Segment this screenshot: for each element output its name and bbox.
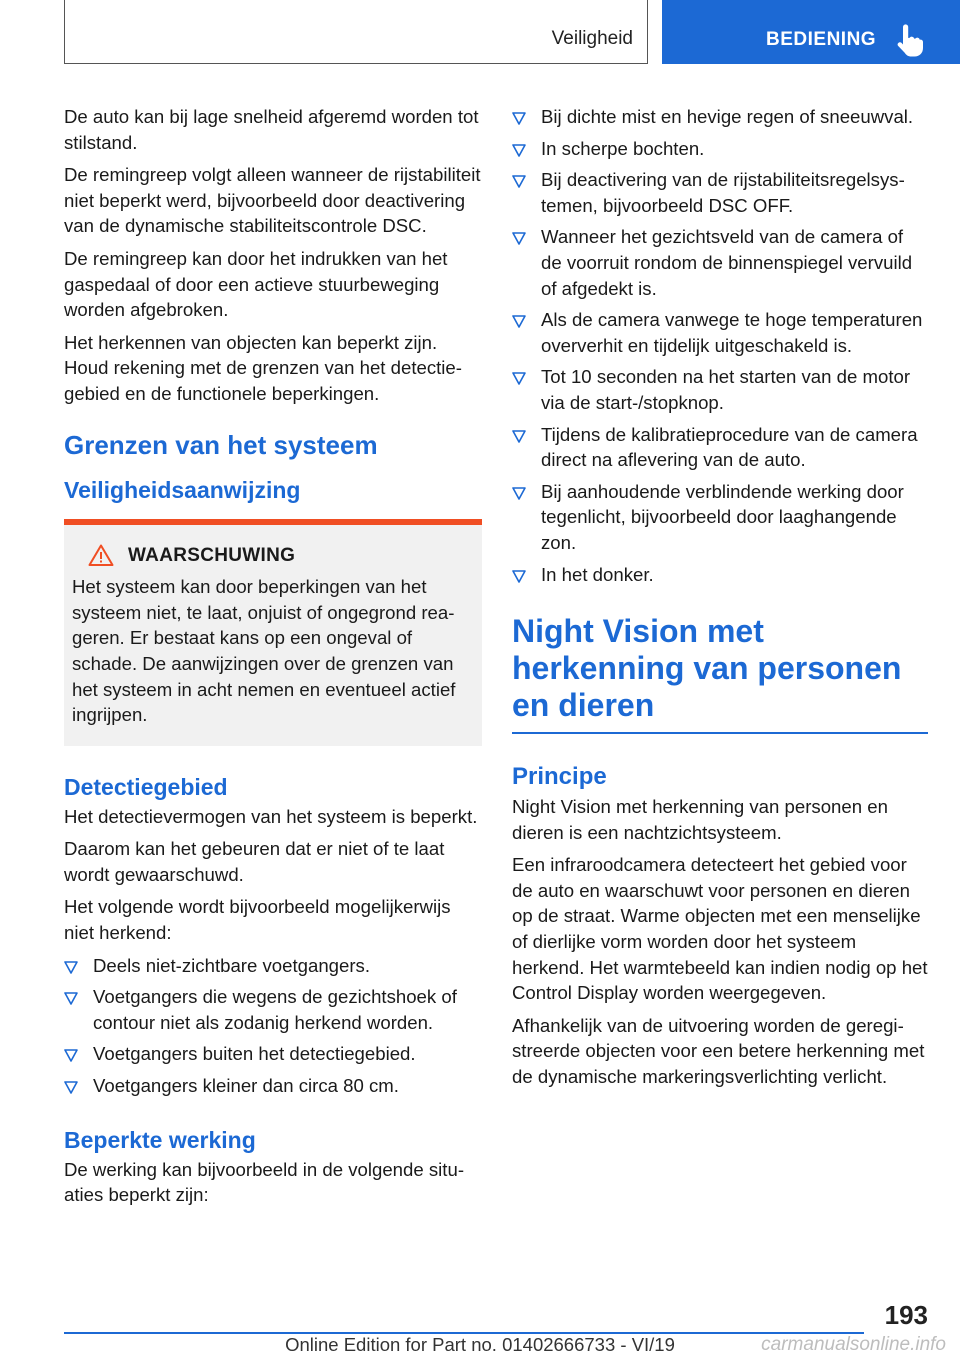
footer-edition: Online Edition for Part no. 01402666733 - VI/19 — [285, 1334, 675, 1355]
list-item-text: Wanneer het gezichtsveld van de camera of de voorruit rondom de binnenspiegel vervuild of afgedekt is. — [541, 226, 913, 299]
list-item — [512, 422, 928, 473]
list-item-text: Bij dichte mist en hevige regen of sneeuwval. — [541, 106, 914, 127]
bullet-list-conditions — [512, 104, 928, 587]
list-item — [512, 479, 928, 556]
list-item-text: Deels niet-zichtbare voetgangers. — [93, 954, 370, 976]
paragraph: De remingreep volgt alleen wanneer de rijstabiliteit niet beperkt werd, bijvoorbeeld door deactivering van de dynamische stabiliteitscontrole DSC. — [64, 164, 481, 237]
warning-triangle-icon — [88, 544, 114, 566]
header-chapter-tab[interactable] — [662, 0, 960, 64]
list-item-text: Bij deactivering van de rijstabiliteitsregelsystemen, bijvoorbeeld DSC OFF. — [541, 169, 905, 216]
warning-title: WAARSCHUWING — [128, 544, 296, 566]
list-item — [512, 562, 928, 588]
paragraph: Afhankelijk van de uitvoering worden de geregistreerde objecten voor een betere herkenning met de dynamische markeringsverlichting verlicht. — [512, 1014, 925, 1088]
triangle-bullet-icon — [512, 144, 526, 157]
paragraph: Een infraroodcamera detecteert het gebied voor de auto en waarschuwt voor personen en dieren op de straat. Warme objecten met een menselijke of dierlijke vorm worden door het systeem herkend. Het warmtebeeld kan indien nodig op het Control Display worden weergegeven. — [512, 854, 928, 1004]
triangle-bullet-icon — [512, 112, 526, 125]
paragraph: Het volgende wordt bijvoorbeeld mogelijkerwijs niet herkend: — [64, 896, 451, 944]
list-item-text: Tot 10 seconden na het starten van de motor via de start-/stopknop. — [541, 366, 911, 413]
list-item — [64, 984, 482, 1035]
list-item-text: Voetgangers kleiner dan circa 80 cm. — [93, 1075, 399, 1097]
list-item — [512, 167, 928, 218]
heading-limited-function: Beperkte werking — [64, 1126, 256, 1153]
list-item-text: In het donker. — [541, 563, 654, 585]
paragraph: Het detectievermogen van het systeem is beperkt. — [64, 805, 478, 827]
list-item — [512, 136, 928, 162]
triangle-bullet-icon — [512, 232, 526, 245]
bullet-list-pedestrians — [64, 953, 482, 1099]
triangle-bullet-icon — [64, 1049, 78, 1062]
triangle-bullet-icon — [512, 315, 526, 328]
triangle-bullet-icon — [512, 430, 526, 443]
triangle-bullet-icon — [64, 961, 78, 974]
list-item — [512, 104, 928, 130]
paragraph: Het herkennen van objecten kan beperkt zijn. Houd rekening met de grenzen van het detectiegebied en de functionele beperkingen. — [64, 331, 462, 404]
list-item-text: Voetgangers die wegens de gezichtshoek of contour niet als zodanig herkend worden. — [93, 986, 457, 1033]
list-item — [64, 1041, 482, 1067]
header-section-box — [64, 0, 648, 64]
paragraph: Night Vision met herkenning van personen en dieren is een nachtzichtsysteem. — [512, 796, 888, 843]
header-section-title: Veiligheid — [551, 28, 633, 49]
paragraph: Daarom kan het gebeuren dat er niet of te laat wordt gewaarschuwd. — [64, 838, 445, 885]
heading-detection-area: Detectiegebied — [64, 773, 228, 800]
warning-box — [64, 519, 482, 746]
list-item — [64, 953, 482, 979]
warning-text: Het systeem kan door beperkingen van het systeem niet, te laat, onjuist of ongegrond reageren. Er bestaat kans op een ongeval of schade. De aanwijzingen over de grenzen van het systeem in acht nemen en eventueel actief ingrijpen. — [72, 576, 456, 726]
list-item — [64, 1073, 482, 1099]
page-number: 193 — [884, 1300, 928, 1330]
list-item — [512, 307, 928, 358]
heading-safety-note: Veiligheidsaanwijzing — [64, 476, 301, 503]
heading-night-vision: Night Vision met herkenning van personen en dieren — [512, 613, 902, 724]
heading-rule — [512, 732, 928, 734]
hand-pointer-icon — [894, 24, 924, 58]
list-item-text: Tijdens de kalibratieprocedure van de camera direct na aflevering van de auto. — [541, 423, 918, 471]
list-item — [512, 224, 928, 301]
triangle-bullet-icon — [64, 992, 78, 1005]
header-chapter-title: BEDIENING — [766, 29, 877, 50]
paragraph: De werking kan bijvoorbeeld in de volgende situaties beperkt zijn: — [64, 1158, 465, 1206]
list-item-text: Bij aanhoudende verblindende werking door tegenlicht, bijvoorbeeld door laaghangende zon. — [541, 480, 904, 553]
triangle-bullet-icon — [512, 372, 526, 385]
heading-principle: Principe — [512, 763, 607, 791]
triangle-bullet-icon — [64, 1081, 78, 1094]
watermark: carmanualsonline.info — [761, 1334, 946, 1355]
list-item-text: Voetgangers buiten het detectiegebied. — [93, 1043, 416, 1065]
paragraph: De remingreep kan door het indrukken van het gaspedaal of door een actieve stuurbeweging worden afgebroken. — [64, 247, 448, 321]
right-column — [512, 104, 928, 1097]
list-item-text: Als de camera vanwege te hoge temperaturen oververhit en tijdelijk uitgeschakeld is. — [541, 309, 923, 356]
triangle-bullet-icon — [512, 570, 526, 583]
paragraph: De auto kan bij lage snelheid afgeremd worden tot stilstand. — [64, 106, 479, 153]
warning-header — [72, 543, 474, 569]
list-item — [512, 364, 928, 415]
triangle-bullet-icon — [512, 487, 526, 500]
list-item-text: In scherpe bochten. — [541, 137, 705, 159]
heading-system-limits: Grenzen van het systeem — [64, 429, 378, 460]
triangle-bullet-icon — [512, 175, 526, 188]
left-column — [64, 104, 482, 1215]
